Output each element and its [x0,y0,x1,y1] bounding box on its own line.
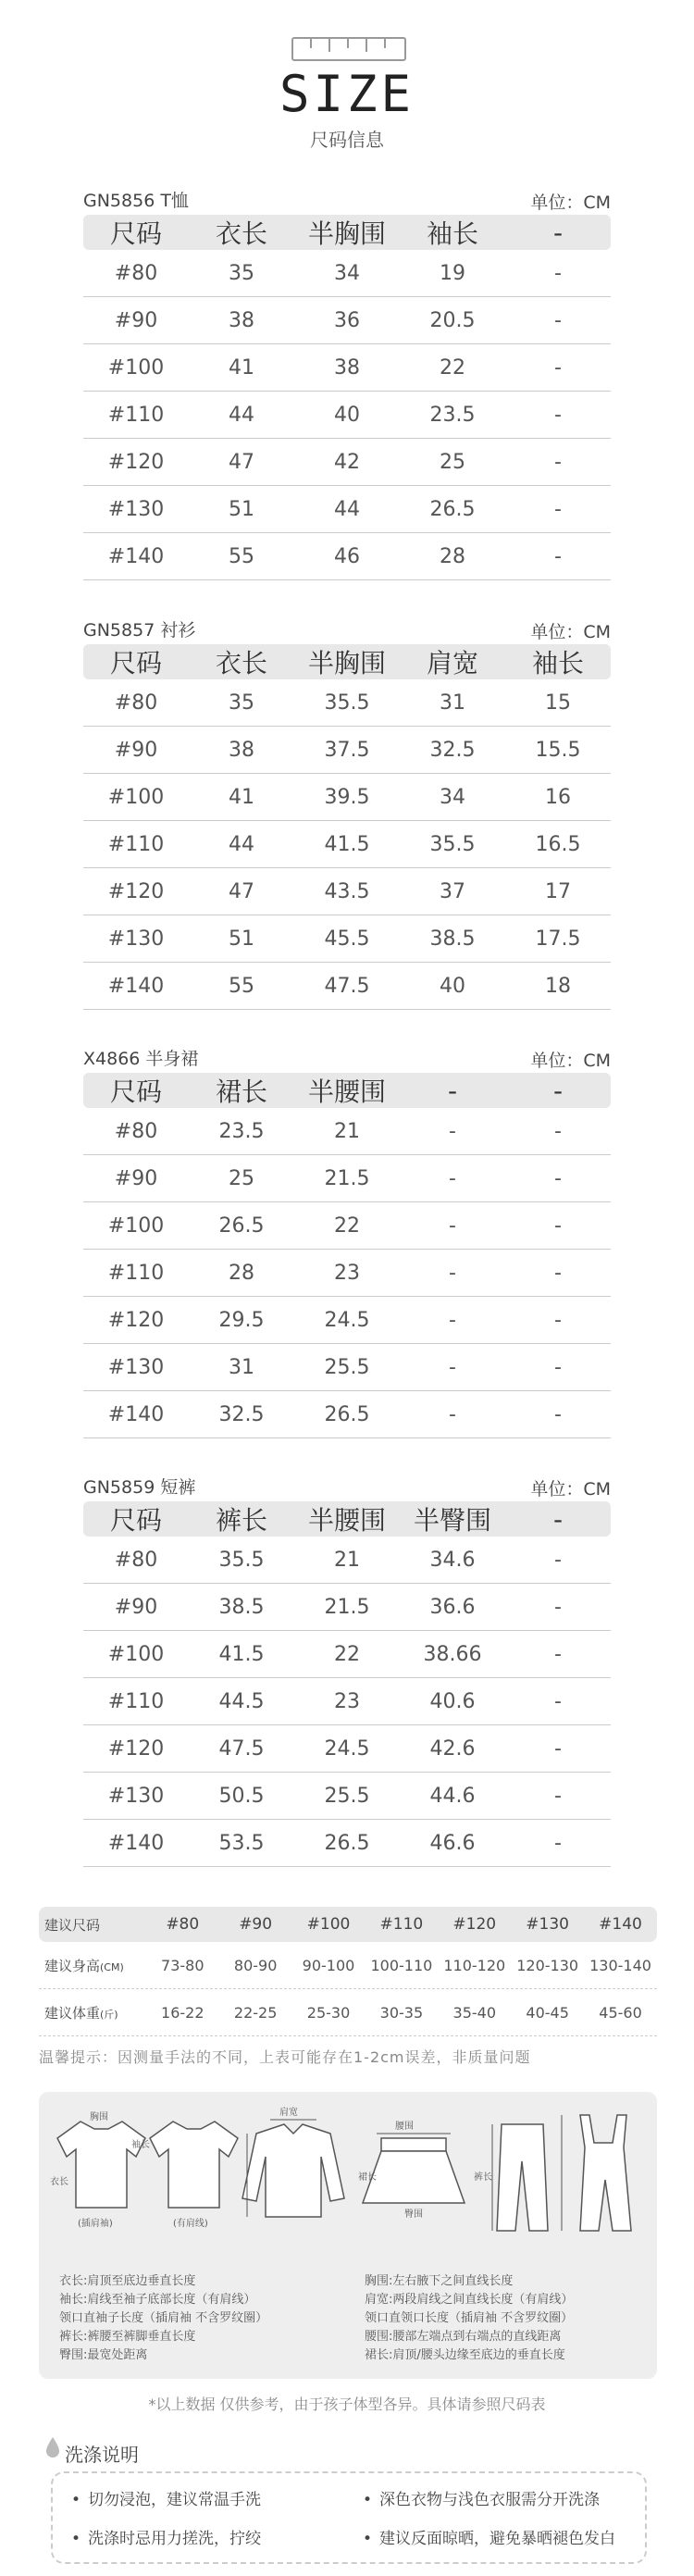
diagram-label: 胸围 [90,2112,108,2122]
pants-icon [497,2124,548,2231]
table-cell: 55 [229,544,254,568]
table-cell: 26.5 [324,1831,370,1855]
table-cell: 38.5 [429,927,476,951]
table-row [83,1155,611,1202]
table-cell: - [554,1355,562,1379]
table-row [83,439,611,486]
reference-cell: 16-22 [161,2003,204,2022]
table-cell: 47 [229,450,254,474]
definition-item: 肩宽:两段肩线之间直线长度（有肩线） [365,2293,574,2307]
wash-item: • 切勿浸泡，建议常温手洗 [71,2486,261,2509]
table-cell: 38.5 [218,1595,265,1619]
table-cell: 47.5 [218,1736,265,1761]
table-cell: 41 [229,355,254,380]
table-row [83,1108,611,1155]
table-cell: - [554,1119,562,1143]
page-header [0,28,694,157]
column-header: 尺码 [109,218,162,249]
diagram-label: 袖长 [131,2140,150,2150]
diagram-label: 衣长 [50,2177,68,2187]
table-cell: 35 [229,261,254,285]
column-header: - [447,1075,458,1106]
table-cell: 38 [334,355,360,380]
table-cell: - [554,1689,562,1713]
table-cell: 51 [229,927,254,951]
table-cell: 34.6 [429,1548,476,1572]
table-row [83,1391,611,1438]
reference-cell: 100-110 [370,1956,433,1974]
table-cell: #130 [107,497,165,521]
table-cell: 17 [545,879,571,903]
unit-label: 单位：CM [530,1051,611,1071]
table-cell: - [449,1261,456,1285]
table-cell: 42 [334,450,360,474]
table-cell: 40 [334,403,360,427]
diagram-label: 裤长 [474,2172,492,2183]
column-header: 裤长 [215,1505,267,1536]
tshirt-shoulder-icon [150,2122,238,2208]
table-cell: #110 [107,832,165,856]
product-name: GN5857 衬衫 [83,620,196,641]
table-cell: 37 [440,879,465,903]
table-cell: 37.5 [324,738,370,762]
garment-illustrations [39,2092,657,2268]
diagram-label: (插肩袖) [78,2219,113,2229]
reference-header [39,1907,657,1942]
size-reference-table [39,1907,657,2036]
table-cell: 26.5 [218,1213,265,1238]
shirt-icon [242,2124,344,2217]
table-cell: - [554,1213,562,1238]
table-cell: 25.5 [324,1784,370,1808]
column-header: 衣长 [215,218,267,249]
table-row [83,1344,611,1391]
table-cell: 46 [334,544,360,568]
table-cell: #140 [107,544,165,568]
size-table-shorts [83,1470,611,1867]
table-cell: 24.5 [324,1308,370,1332]
table-row [83,1631,611,1678]
table-cell: 39.5 [324,785,370,809]
table-cell: #140 [107,1831,165,1855]
table-cell: - [554,1308,562,1332]
table-row [83,1773,611,1820]
table-cell: 22 [440,355,465,380]
table-cell: #100 [107,785,165,809]
column-header: 衣长 [215,648,267,678]
reference-size: #100 [306,1915,351,1934]
definition-item: 袖长:肩线至袖子底部长度（有肩线） [59,2293,256,2307]
table-row [83,1250,611,1297]
definition-item: 裙长:肩顶/腰头边缘至底边的垂直长度 [365,2348,565,2362]
table-cell: - [554,1831,562,1855]
table-cell: 31 [440,691,465,715]
table-cell: 23 [334,1261,360,1285]
reference-header-label: 建议尺码 [44,1916,101,1934]
reference-note: *以上数据 仅供参考，由于孩子体型各异。具体请参照尺码表 [148,2396,546,2413]
table-cell: 21 [334,1548,360,1572]
table-cell: 35 [229,691,254,715]
diagram-label: 肩宽 [279,2108,298,2118]
table-cell: 16.5 [535,832,581,856]
ruler-icon [291,37,406,61]
table-cell: 34 [440,785,465,809]
table-cell: 38 [229,738,254,762]
table-row [83,1297,611,1344]
reference-cell: 45-60 [599,2003,642,2022]
column-header: 尺码 [109,648,162,678]
table-row [83,1725,611,1773]
definitions-right [365,2272,651,2365]
table-cell: #90 [114,738,158,762]
diagram-label: (有肩线) [173,2219,208,2229]
table-cell: 18 [545,974,571,998]
table-cell: - [554,1261,562,1285]
table-cell: #110 [107,1261,165,1285]
table-row [83,963,611,1010]
table-cell: 16 [545,785,571,809]
weight-label: 建议体重 [44,2004,101,2022]
page-title: SIZE [279,65,415,123]
reference-size: #130 [526,1915,569,1934]
diagram-label: 腰围 [395,2122,414,2132]
table-cell: 31 [229,1355,254,1379]
definitions-left [59,2272,365,2365]
table-cell: - [449,1119,456,1143]
table-cell: 44.5 [218,1689,265,1713]
table-cell: 44.6 [429,1784,476,1808]
reference-cell: 90-100 [302,1956,355,1974]
table-cell: 35.5 [218,1548,265,1572]
table-row [83,1202,611,1250]
table-cell: 41.5 [324,832,370,856]
table-row [83,250,611,297]
definition-item: 裤长:裤腰至裤脚垂直长度 [59,2330,196,2344]
table-cell: - [554,544,562,568]
table-cell: 45.5 [324,927,370,951]
table-cell: #130 [107,1355,165,1379]
column-header: - [552,1503,564,1535]
table-cell: 15 [545,691,571,715]
product-name: X4866 半身裙 [83,1049,199,1069]
size-table-shirt [83,613,611,1010]
table-cell: 47 [229,879,254,903]
table-cell: 44 [334,497,360,521]
reference-cell: 80-90 [233,1956,278,1974]
weight-unit: (斤) [100,2008,118,2021]
table-cell: #100 [107,355,165,380]
table-cell: 26.5 [429,497,476,521]
table-cell: 15.5 [535,738,581,762]
reference-weight-row [39,1989,657,2036]
definition-item: 臀围:最宽处距离 [59,2348,148,2362]
table-cell: #90 [114,308,158,332]
reference-cell: 110-120 [443,1956,506,1974]
table-cell: 25.5 [324,1355,370,1379]
table-row [83,868,611,915]
table-cell: - [554,450,562,474]
table-cell: - [554,497,562,521]
table-cell: 32.5 [218,1402,265,1426]
column-header: 袖长 [426,218,478,249]
reference-cell: 22-25 [233,2003,278,2022]
table-cell: - [554,1595,562,1619]
table-row [83,1678,611,1725]
table-cell: 23.5 [218,1119,265,1143]
table-cell: #80 [114,1119,158,1143]
measurement-diagram [39,2092,657,2379]
table-cell: #80 [114,261,158,285]
table-cell: - [449,1355,456,1379]
reference-size: #110 [379,1915,424,1934]
table-cell: - [554,261,562,285]
table-cell: 38 [229,308,254,332]
reference-size: #90 [239,1915,273,1934]
table-cell: 28 [229,1261,254,1285]
table-cell: - [554,403,562,427]
table-cell: 26.5 [324,1402,370,1426]
table-header [83,1073,611,1108]
reference-cell: 35-40 [452,2003,497,2022]
table-cell: 36.6 [429,1595,476,1619]
column-header: 半腰围 [307,1505,386,1536]
reference-cell: 25-30 [306,2003,351,2022]
table-cell: 44 [229,832,254,856]
column-header: 尺码 [109,1505,162,1536]
reference-cell: 30-35 [379,2003,424,2022]
wash-instructions-box [51,2471,647,2564]
table-cell: #120 [107,1736,165,1761]
column-header: 袖长 [531,648,584,678]
tshirt-raglan-icon [57,2122,145,2208]
reference-cell: 130-140 [589,1956,651,1974]
table-row [83,774,611,821]
height-label: 建议身高 [44,1957,101,1974]
size-table-skirt [83,1041,611,1438]
table-cell: #120 [107,879,165,903]
table-cell: - [554,1402,562,1426]
table-cell: - [554,1548,562,1572]
table-cell: - [554,355,562,380]
reference-cell: 120-130 [516,1956,579,1974]
table-cell: 19 [440,261,465,285]
table-cell: 38.66 [423,1642,482,1666]
table-cell: 35.5 [429,832,476,856]
table-cell: 43.5 [324,879,370,903]
product-name: GN5856 T恤 [83,191,189,211]
table-row [83,486,611,533]
wash-item: • 建议反面晾晒，避免暴晒褪色发白 [363,2525,615,2548]
column-header: 半胸围 [307,648,386,678]
table-cell: 21 [334,1119,360,1143]
table-row [83,679,611,727]
definition-item: 胸围:左右腋下之间直线长度 [365,2274,514,2288]
table-cell: - [554,1736,562,1761]
reference-size: #140 [599,1915,642,1934]
column-header: 半臀围 [413,1505,491,1536]
table-cell: - [554,1784,562,1808]
size-table-tshirt [83,183,611,580]
unit-label: 单位：CM [530,193,611,213]
table-cell: 51 [229,497,254,521]
table-cell: #80 [114,691,158,715]
table-cell: #130 [107,927,165,951]
reference-cell: 40-45 [526,2003,569,2022]
table-row [83,344,611,392]
table-row [83,1820,611,1867]
table-cell: 21.5 [324,1166,370,1190]
column-header: 裙长 [215,1076,267,1107]
table-cell: - [449,1402,456,1426]
table-cell: - [554,1642,562,1666]
table-cell: 21.5 [324,1595,370,1619]
table-row [83,392,611,439]
table-cell: 41 [229,785,254,809]
table-cell: 22 [334,1213,360,1238]
table-cell: - [449,1213,456,1238]
measurement-tip: 温馨提示：因测量手法的不同，上表可能存在1-2cm误差，非质量问题 [39,2048,531,2066]
product-name: GN5859 短裤 [83,1477,196,1498]
table-cell: - [554,308,562,332]
table-cell: - [449,1166,456,1190]
column-header: 尺码 [109,1076,162,1107]
table-cell: - [554,1166,562,1190]
table-cell: #100 [107,1642,165,1666]
table-cell: 32.5 [429,738,476,762]
table-cell: 25 [440,450,465,474]
table-cell: 28 [440,544,465,568]
definition-item: 领口直袖子长度（插肩袖 不含罗纹圈） [59,2311,268,2325]
skirt-icon [363,2151,465,2203]
table-cell: 47.5 [324,974,370,998]
table-row [83,821,611,868]
table-cell: #140 [107,974,165,998]
table-cell: #100 [107,1213,165,1238]
table-header [83,1501,611,1537]
table-cell: 34 [334,261,360,285]
unit-label: 单位：CM [530,622,611,642]
table-cell: 23.5 [429,403,476,427]
table-row [83,533,611,580]
table-cell: #90 [114,1166,158,1190]
table-cell: #110 [107,403,165,427]
reference-height-row [39,1942,657,1989]
table-cell: 36 [334,308,360,332]
table-cell: 42.6 [429,1736,476,1761]
reference-size: #80 [166,1915,200,1934]
water-drop-icon [44,2436,61,2458]
definition-item: 领口直领口长度（插肩袖 不含罗纹圈） [365,2311,574,2325]
diagram-label: 臀围 [404,2209,423,2220]
table-cell: #80 [114,1548,158,1572]
reference-size: #120 [452,1915,497,1934]
table-row [83,727,611,774]
table-cell: 55 [229,974,254,998]
table-cell: 20.5 [429,308,476,332]
table-cell: 40.6 [429,1689,476,1713]
reference-cell: 73-80 [161,1956,204,1974]
table-cell: 46.6 [429,1831,476,1855]
table-cell: #130 [107,1784,165,1808]
table-header [83,644,611,679]
wash-item: • 深色衣物与浅色衣服需分开洗涤 [363,2486,600,2509]
column-header: 半胸围 [307,218,386,249]
table-cell: 35.5 [324,691,370,715]
table-cell: #140 [107,1402,165,1426]
table-cell: - [449,1308,456,1332]
column-header: - [552,1075,564,1106]
definition-item: 衣长:肩顶至底边垂直长度 [59,2274,196,2288]
table-header [83,215,611,250]
table-cell: #120 [107,450,165,474]
skirt-waist-icon [381,2138,446,2151]
table-cell: 25 [229,1166,254,1190]
height-unit: (CM) [100,1960,124,1973]
table-cell: 23 [334,1689,360,1713]
table-cell: #110 [107,1689,165,1713]
column-header: 肩宽 [426,648,478,678]
table-cell: 50.5 [218,1784,265,1808]
table-cell: 22 [334,1642,360,1666]
table-cell: 24.5 [324,1736,370,1761]
table-cell: #120 [107,1308,165,1332]
table-cell: 41.5 [218,1642,265,1666]
wash-title: 洗涤说明 [65,2444,139,2466]
table-cell: 40 [440,974,465,998]
wash-item: • 洗涤时忌用力搓洗，拧绞 [71,2525,261,2548]
table-cell: 44 [229,403,254,427]
table-row [83,297,611,344]
definition-item: 腰围:腰部左端点到右端点的直线距离 [365,2330,562,2344]
table-cell: #90 [114,1595,158,1619]
table-row [83,915,611,963]
table-cell: 17.5 [535,927,581,951]
table-row [83,1537,611,1584]
table-cell: 53.5 [218,1831,265,1855]
table-row [83,1584,611,1631]
diagram-label: 裙长 [358,2172,377,2183]
overalls-icon [580,2115,631,2231]
column-header: 半腰围 [307,1076,386,1107]
page-subtitle: 尺码信息 [310,129,384,151]
table-cell: 29.5 [218,1308,265,1332]
column-header: - [552,217,564,248]
unit-label: 单位：CM [530,1479,611,1500]
